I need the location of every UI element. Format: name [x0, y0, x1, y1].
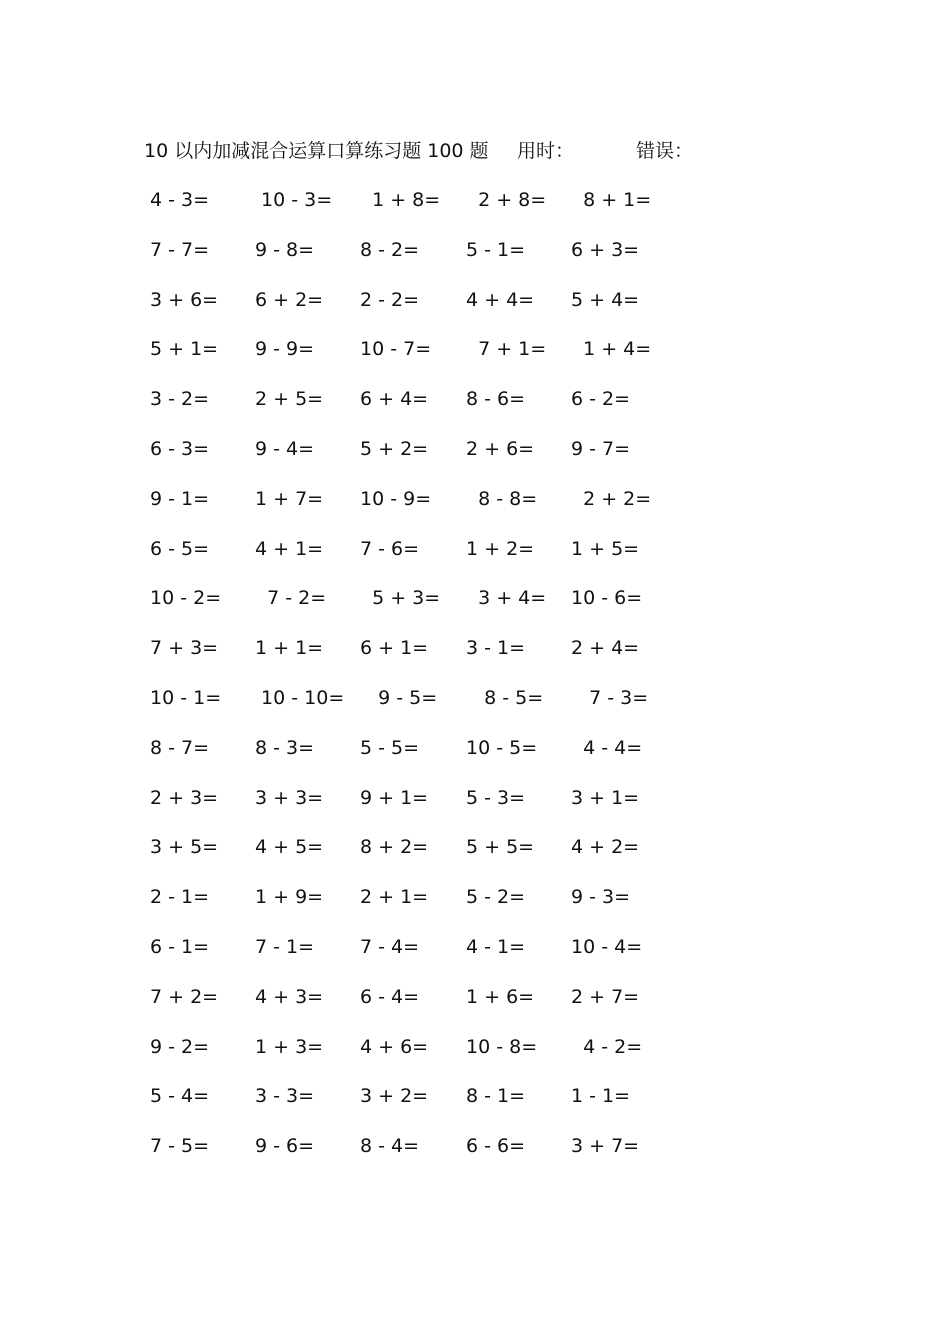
problem-item: 3 + 2= [360, 1085, 429, 1108]
problem-item: 2 + 4= [571, 637, 640, 660]
problem-item: 9 - 9= [255, 338, 315, 361]
problem-item: 3 + 5= [150, 836, 219, 859]
problem-item: 3 + 3= [255, 786, 324, 809]
problem-item: 9 - 1= [150, 487, 210, 510]
problem-item: 1 + 1= [255, 637, 324, 660]
problem-item: 6 - 2= [571, 388, 631, 411]
problem-item: 4 + 4= [466, 288, 535, 311]
problem-item: 7 - 7= [150, 238, 210, 261]
problem-item: 6 + 3= [571, 238, 640, 261]
problem-item: 6 - 5= [150, 537, 210, 560]
problem-item: 2 + 5= [255, 388, 324, 411]
problem-item: 8 - 3= [255, 736, 315, 759]
problem-item: 5 - 3= [466, 786, 526, 809]
problem-item: 9 - 2= [150, 1035, 210, 1058]
problem-item: 10 - 2= [150, 587, 222, 610]
problem-item: 1 + 8= [360, 189, 441, 211]
problem-item: 1 + 4= [571, 338, 652, 361]
problem-row [150, 881, 690, 931]
problem-item: 2 - 2= [360, 288, 420, 311]
problem-item: 2 + 7= [571, 985, 640, 1008]
problem-item: 1 + 2= [466, 537, 535, 560]
problem-item: 9 - 8= [255, 238, 315, 261]
problem-item: 2 + 3= [150, 786, 219, 809]
problem-item: 4 + 6= [360, 1035, 429, 1058]
problem-item: 5 + 4= [571, 288, 640, 311]
problem-item: 4 + 3= [255, 985, 324, 1008]
problem-item: 5 + 1= [150, 338, 219, 361]
problem-item: 4 + 5= [255, 836, 324, 859]
problem-item: 10 - 6= [571, 587, 643, 610]
problem-item: 6 + 1= [360, 637, 429, 660]
errors-label: 错误： [636, 140, 694, 162]
problem-item: 3 - 3= [255, 1085, 315, 1108]
problem-item: 1 - 1= [571, 1085, 631, 1108]
problem-item: 3 + 7= [571, 1135, 640, 1158]
problem-item: 7 - 3= [571, 686, 649, 709]
problem-row [150, 1080, 690, 1130]
problem-item: 10 - 1= [150, 686, 222, 709]
problem-row [150, 732, 690, 782]
problem-row [150, 433, 690, 483]
problem-item: 8 - 8= [466, 487, 538, 510]
problem-item: 1 + 3= [255, 1035, 324, 1058]
problem-item: 3 - 1= [466, 637, 526, 660]
problem-item: 8 - 2= [360, 238, 420, 261]
problem-item: 5 - 4= [150, 1085, 210, 1108]
problem-item: 8 + 2= [360, 836, 429, 859]
problem-item: 2 + 8= [466, 189, 547, 211]
problem-item: 2 + 1= [360, 886, 429, 909]
problem-row [150, 682, 690, 732]
problem-item: 8 - 6= [466, 388, 526, 411]
problem-row [150, 284, 690, 334]
problem-item: 5 - 5= [360, 736, 420, 759]
problem-item: 6 - 3= [150, 437, 210, 460]
problem-item: 8 + 1= [571, 189, 652, 211]
problem-item: 3 - 2= [150, 388, 210, 411]
problem-item: 7 + 3= [150, 637, 219, 660]
problem-item: 5 - 2= [466, 886, 526, 909]
problem-row [150, 782, 690, 832]
problem-item: 10 - 3= [255, 189, 333, 211]
problem-item: 2 + 6= [466, 437, 535, 460]
problem-item: 1 + 6= [466, 985, 535, 1008]
problem-item: 4 - 1= [466, 935, 526, 958]
problem-item: 10 - 5= [466, 736, 538, 759]
problem-item: 4 + 1= [255, 537, 324, 560]
problem-item: 4 - 3= [150, 189, 210, 211]
problem-item: 9 - 6= [255, 1135, 315, 1158]
problem-row [150, 483, 690, 533]
problem-row [150, 184, 690, 234]
problem-row [150, 1130, 690, 1180]
problem-item: 1 + 9= [255, 886, 324, 909]
problem-item: 9 - 3= [571, 886, 631, 909]
problem-row [150, 632, 690, 682]
problem-item: 10 - 7= [360, 338, 432, 361]
problem-item: 3 + 6= [150, 288, 219, 311]
problem-row [150, 234, 690, 284]
problem-item: 6 - 6= [466, 1135, 526, 1158]
problem-item: 8 - 1= [466, 1085, 526, 1108]
problem-item: 5 - 1= [466, 238, 526, 261]
problem-item: 7 - 5= [150, 1135, 210, 1158]
problem-grid [150, 184, 690, 1180]
problem-item: 10 - 4= [571, 935, 643, 958]
problem-item: 10 - 10= [255, 686, 345, 709]
problem-row [150, 931, 690, 981]
problem-item: 3 + 4= [466, 587, 547, 610]
problem-item: 7 - 4= [360, 935, 420, 958]
problem-item: 5 + 2= [360, 437, 429, 460]
problem-item: 9 - 7= [571, 437, 631, 460]
problem-item: 2 + 2= [571, 487, 652, 510]
worksheet-title: 10 以内加减混合运算口算练习题 100 题 [144, 140, 489, 162]
problem-row [150, 582, 690, 632]
problem-item: 4 - 2= [571, 1035, 643, 1058]
problem-item: 9 - 5= [360, 686, 438, 709]
problem-item: 10 - 9= [360, 487, 432, 510]
problem-item: 7 - 2= [255, 587, 327, 610]
problem-item: 7 - 6= [360, 537, 420, 560]
problem-row [150, 533, 690, 583]
problem-item: 8 - 5= [466, 686, 544, 709]
problem-item: 1 + 5= [571, 537, 640, 560]
problem-row [150, 981, 690, 1031]
problem-item: 8 - 4= [360, 1135, 420, 1158]
problem-item: 5 + 5= [466, 836, 535, 859]
problem-row [150, 383, 690, 433]
problem-item: 2 - 1= [150, 886, 210, 909]
problem-row [150, 1031, 690, 1081]
problem-item: 7 + 2= [150, 985, 219, 1008]
problem-item: 6 - 1= [150, 935, 210, 958]
problem-item: 9 + 1= [360, 786, 429, 809]
problem-row [150, 831, 690, 881]
problem-item: 7 + 1= [466, 338, 547, 361]
problem-item: 1 + 7= [255, 487, 324, 510]
problem-item: 4 + 2= [571, 836, 640, 859]
problem-item: 6 + 2= [255, 288, 324, 311]
problem-item: 5 + 3= [360, 587, 441, 610]
problem-item: 6 - 4= [360, 985, 420, 1008]
problem-item: 8 - 7= [150, 736, 210, 759]
problem-item: 3 + 1= [571, 786, 640, 809]
problem-item: 6 + 4= [360, 388, 429, 411]
problem-item: 10 - 8= [466, 1035, 538, 1058]
problem-item: 7 - 1= [255, 935, 315, 958]
problem-item: 4 - 4= [571, 736, 643, 759]
time-used-label: 用时： [517, 140, 575, 162]
problem-item: 9 - 4= [255, 437, 315, 460]
problem-row [150, 333, 690, 383]
